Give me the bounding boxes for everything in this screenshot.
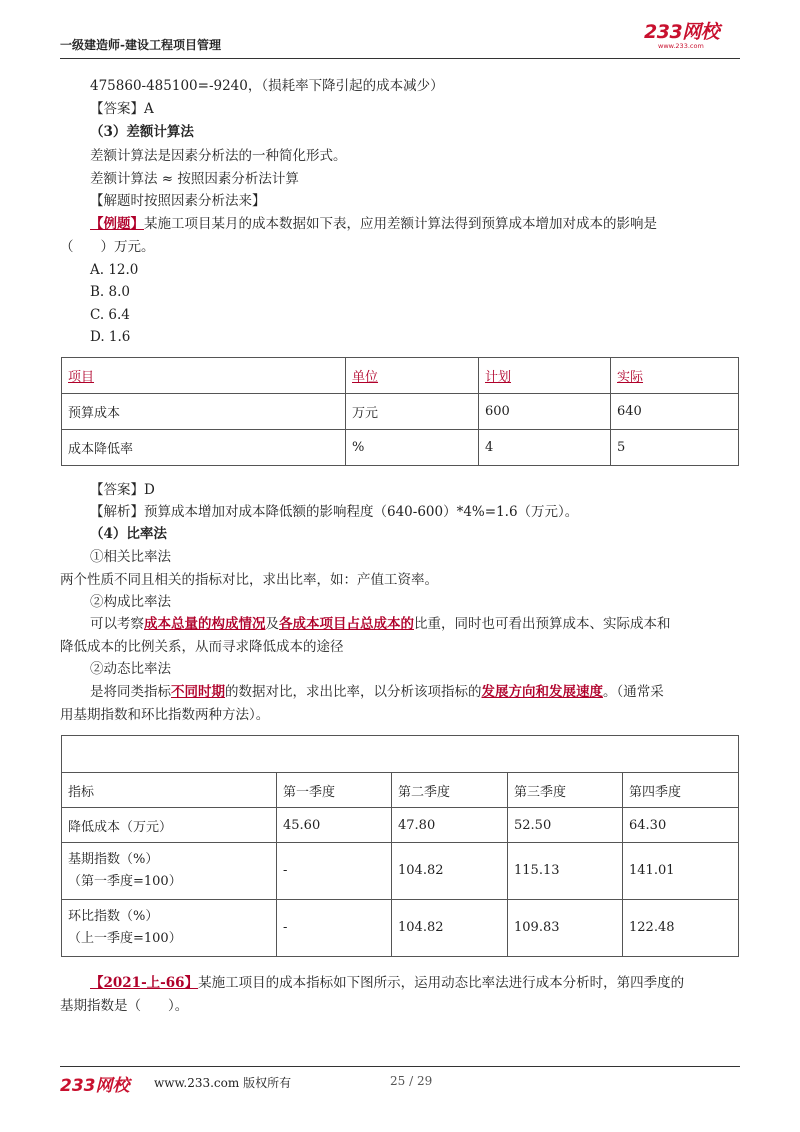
- table-header-cell: 单位: [346, 358, 479, 394]
- subsection-heading: ②动态比率法: [90, 661, 171, 677]
- table-cell: -: [277, 843, 392, 900]
- text-line: 差额计算法是因素分析法的一种简化形式。: [90, 148, 347, 164]
- table-cell: -: [277, 900, 392, 957]
- header-title: 一级建造师-建设工程项目管理: [60, 38, 221, 52]
- table-cell: 5: [611, 430, 739, 466]
- example-text-2: （ ）万元。: [60, 239, 155, 255]
- example-question: [90, 214, 657, 234]
- answer-label: 【答案】D: [90, 482, 155, 498]
- highlight-span: 不同时期: [171, 684, 225, 700]
- table-cell: 降低成本（万元）: [62, 808, 277, 843]
- logo-main-text: 233网校: [644, 21, 720, 43]
- example-text: 某施工项目某月的成本数据如下表，应用差额计算法得到预算成本增加对成本的影响是: [144, 216, 657, 232]
- table-cell: %: [346, 430, 479, 466]
- paragraph-line: 用基期指数和环比指数两种方法）。: [60, 707, 270, 723]
- table-cell: 109.83: [508, 900, 623, 957]
- table-cell: 122.48: [623, 900, 739, 957]
- cell-line: （第一季度=100）: [68, 874, 182, 889]
- page-footer: [60, 1066, 740, 1097]
- table-cell: 115.13: [508, 843, 623, 900]
- table-cell: 万元: [346, 394, 479, 430]
- table-cell: 104.82: [392, 900, 508, 957]
- table-header-cell: 实际: [611, 358, 739, 394]
- text-line: 475860-485100=-9240，（损耗率下降引起的成本减少）: [90, 78, 444, 94]
- table-cell: 4: [479, 430, 611, 466]
- paragraph-line: [90, 614, 671, 634]
- highlight-span: 发展方向和发展速度: [481, 684, 603, 700]
- table-header-cell: 第一季度: [277, 773, 392, 808]
- table-cell: 47.80: [392, 808, 508, 843]
- table-cell: 预算成本: [62, 394, 346, 430]
- table-blank-row: [62, 736, 739, 773]
- table-row: [62, 843, 739, 900]
- section-heading: （3）差额计算法: [90, 124, 194, 140]
- table-header-row: [62, 773, 739, 808]
- paragraph-line: 降低成本的比例关系，从而寻求降低成本的途径: [60, 639, 344, 655]
- question-tag: 【2021-上-66】: [90, 975, 199, 991]
- table-header-cell: 第四季度: [623, 773, 739, 808]
- text-span: 的数据对比，求出比率，以分析该项指标的: [225, 684, 482, 700]
- table-header-cell: 指标: [62, 773, 277, 808]
- subsection-heading: ②构成比率法: [90, 594, 171, 610]
- explanation: 【解析】预算成本增加对成本降低额的影响程度（640-600）*4%=1.6（万元）。: [90, 504, 579, 520]
- table-header-cell: 项目: [62, 358, 346, 394]
- paragraph-line: [90, 682, 664, 702]
- text-span: 。（通常采: [603, 684, 664, 700]
- table-header-cell: 第三季度: [508, 773, 623, 808]
- table-cell: 104.82: [392, 843, 508, 900]
- option-c: C. 6.4: [90, 307, 130, 323]
- cell-line: （上一季度=100）: [68, 931, 182, 946]
- table-cell: 52.50: [508, 808, 623, 843]
- table-row: [62, 394, 739, 430]
- table-header-row: [62, 358, 739, 394]
- table-header-cell: 第二季度: [392, 773, 508, 808]
- text-line: 差额计算法 ≈ 按照因素分析法计算: [90, 171, 299, 187]
- page-header: [60, 22, 740, 59]
- page-number: 25 / 29: [390, 1074, 433, 1088]
- table-cell: 141.01: [623, 843, 739, 900]
- text-span: 及: [265, 616, 279, 632]
- table-blank-cell: [62, 736, 739, 773]
- text-span: 可以考察: [90, 616, 144, 632]
- table-cell: 45.60: [277, 808, 392, 843]
- cell-line: 基期指数（%）: [68, 852, 159, 867]
- index-table: [61, 735, 739, 957]
- question-text: 某施工项目的成本指标如下图所示，运用动态比率法进行成本分析时，第四季度的: [198, 975, 685, 991]
- table-row: [62, 900, 739, 957]
- table-cell: 64.30: [623, 808, 739, 843]
- highlight-span: 各成本项目占总成本的: [279, 616, 414, 632]
- option-b: B. 8.0: [90, 284, 130, 300]
- section-heading: （4）比率法: [90, 526, 167, 542]
- table-cell: 600: [479, 394, 611, 430]
- table-row: [62, 430, 739, 466]
- footer-logo: 233网校: [60, 1076, 130, 1096]
- text-span: 比重，同时也可看出预算成本、实际成本和: [414, 616, 671, 632]
- table-row: [62, 808, 739, 843]
- table-cell: [62, 900, 277, 957]
- table-cell: 640: [611, 394, 739, 430]
- table-header-cell: 计划: [479, 358, 611, 394]
- cell-line: 环比指数（%）: [68, 909, 159, 924]
- question-text-2: 基期指数是（ ）。: [60, 998, 189, 1014]
- text-span: 是将同类指标: [90, 684, 171, 700]
- text-line: 【解题时按照因素分析法来】: [90, 193, 266, 209]
- footer-website: www.233.com 版权所有: [154, 1076, 292, 1090]
- table-cell: [62, 843, 277, 900]
- question: [90, 973, 684, 993]
- cost-data-table: [61, 357, 739, 466]
- option-a: A. 12.0: [90, 262, 139, 278]
- option-d: D. 1.6: [90, 329, 131, 345]
- table-cell: 成本降低率: [62, 430, 346, 466]
- highlight-span: 成本总量的构成情况: [144, 616, 266, 632]
- subsection-heading: ①相关比率法: [90, 549, 171, 565]
- logo: [644, 22, 740, 52]
- logo-sub-text: www.233.com: [658, 42, 704, 50]
- example-tag: 【例题】: [90, 216, 144, 232]
- answer-label: 【答案】A: [90, 101, 154, 117]
- text-line: 两个性质不同且相关的指标对比，求出比率，如：产值工资率。: [60, 572, 438, 588]
